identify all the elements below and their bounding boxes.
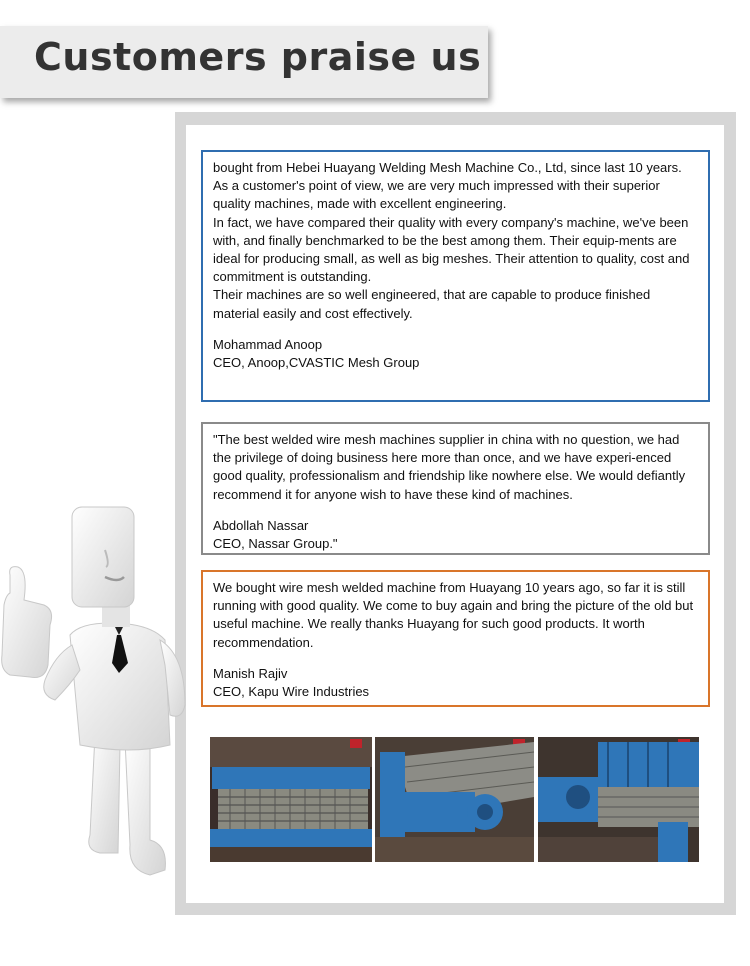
testimonial-author-title: CEO, Anoop,CVASTIC Mesh Group	[213, 355, 420, 371]
testimonial-author-name: Mohammad Anoop	[213, 336, 323, 352]
testimonial-author-name: Manish Rajiv	[213, 665, 288, 681]
testimonial-card-3	[201, 570, 710, 707]
testimonial-text: bought from Hebei Huayang Welding Mesh Machine Co., Ltd, since last 10 years.	[213, 160, 682, 175]
machine-photo-1	[210, 737, 372, 862]
testimonial-text: We bought wire mesh welded machine from Huayang 10 years ago, so far it is still running with good quality. We come to buy again and bring the picture of the old but useful machine. We really thanks Huayang for such good products. It worth recommendation.	[213, 580, 694, 650]
testimonial-text: "The best welded wire mesh machines supplier in china with no question, we had the privilege of doing business here more than once, and we have experi-enced good quality, professionalism and friendship like nowhere else. We would defiantly recommend it for anyone wish to have these kind of machines.	[213, 432, 686, 502]
testimonial-text: As a customer's point of view, we are very much impressed with their superior quality machines, made with excellent engineering.	[213, 178, 660, 212]
testimonial-card-2	[201, 422, 710, 555]
testimonial-text: In fact, we have compared their quality with every company's machine, we've been with, and finally benchmarked to be the best among them. Their equip-ments are ideal for producing small, as well as big meshes. Their attention to quality, cost and commitment is outstanding.	[213, 214, 690, 285]
testimonial-author-title: CEO, Kapu Wire Industries	[213, 684, 370, 700]
thumbs-up-mascot	[0, 505, 190, 895]
testimonial-author-name: Abdollah Nassar	[213, 517, 309, 533]
machine-photo-3	[538, 737, 699, 862]
testimonial-card-1	[201, 150, 710, 402]
machine-photo-2	[375, 737, 534, 862]
testimonial-text: Their machines are so well engineered, that are capable to produce finished material easily and cost effectively.	[213, 287, 651, 321]
page-title: Customers praise us	[34, 35, 482, 79]
testimonial-author-title: CEO, Nassar Group."	[213, 536, 338, 552]
